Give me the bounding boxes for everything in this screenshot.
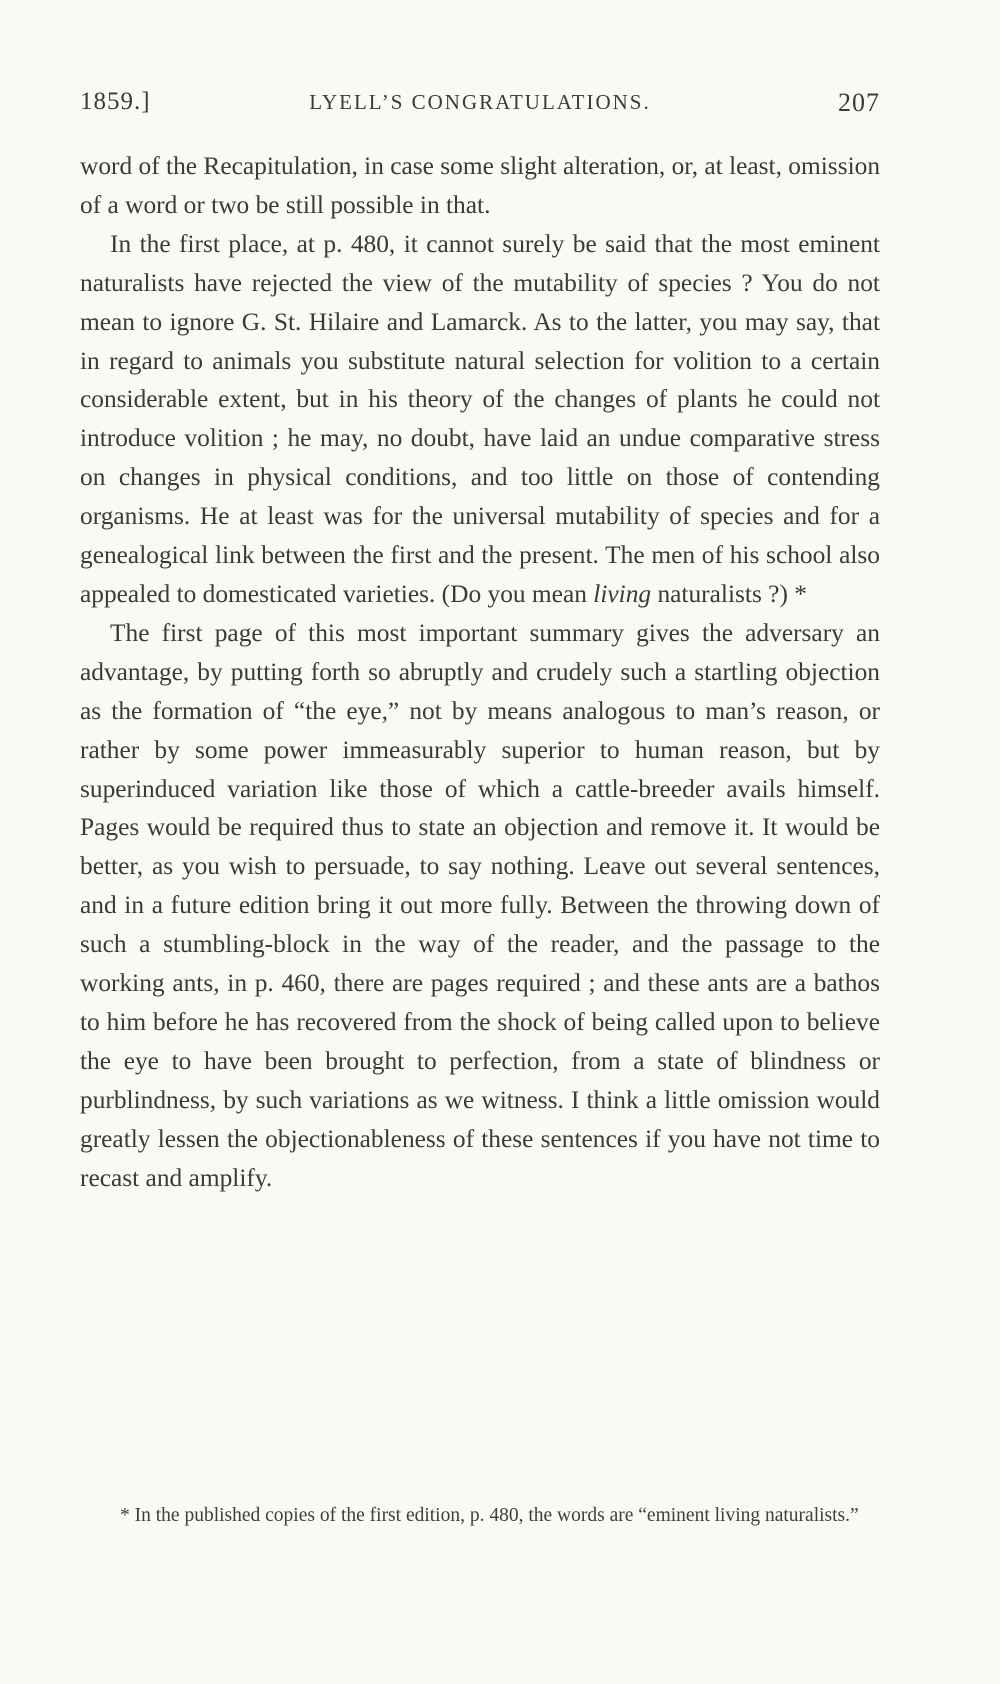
paragraph-2 bbox=[80, 225, 880, 614]
paragraph-3: The first page of this most important summary gives the adversary an advantage, by putting forth so abruptly and crudely such a startling objection as the formation of “the eye,” not by means analogous to man’s reason, or rather by some power immeasurably superior to human reason, but by superinduced variation like those of which a cattle-breeder avails himself. Pages would be required thus to state an objection and remove it. It would be better, as you wish to persuade, to say nothing. Leave out several sentences, and in a future edition bring it out more fully. Between the throwing down of such a stumbling-block in the way of the reader, and the passage to the working ants, in p. 460, there are pages required ; and these ants are a bathos to him before he has recovered from the shock of being called upon to believe the eye to have been brought to perfection, from a state of blindness or purblindness, by such variations as we witness. I think a little omission would greatly lessen the objectionableness of these sentences if you have not time to recast and amplify. bbox=[80, 618, 880, 1192]
paragraph-2-after: naturalists ?) * bbox=[657, 579, 807, 608]
page-number: 207 bbox=[838, 88, 880, 117]
paragraph-2-emphasis: living bbox=[593, 579, 652, 608]
paragraph-1: word of the Recapitulation, in case some slight alteration, or, at least, omission of a word or two be still possible in that. bbox=[80, 152, 881, 219]
footnote: * In the published copies of the first edition, p. 480, the words are “eminent living naturalists.” bbox=[120, 1505, 859, 1526]
header-year: 1859.] bbox=[80, 88, 151, 115]
running-head bbox=[80, 88, 880, 128]
header-title: LYELL’S CONGRATULATIONS. bbox=[309, 90, 651, 114]
paragraph-2-text: In the first place, at p. 480, it cannot surely be said that the most eminent naturalists have rejected the view of the mutability of species ? You do not mean to ignore G. St. Hilaire and Lamarck. As to the latter, you may say, that in regard to animals you substitute natural selection for volition to a certain considerable extent, but in his theory of the changes of plants he could not introduce volition ; he may, no doubt, have laid an undue comparative stress on changes in physical conditions, and too little on those of contending organisms. He at least was for the universal mutability of species and for a genealogical link between the first and the present. The men of his school also appealed to domesticated varieties. (Do you mean bbox=[80, 229, 880, 608]
body-text bbox=[80, 147, 880, 1197]
